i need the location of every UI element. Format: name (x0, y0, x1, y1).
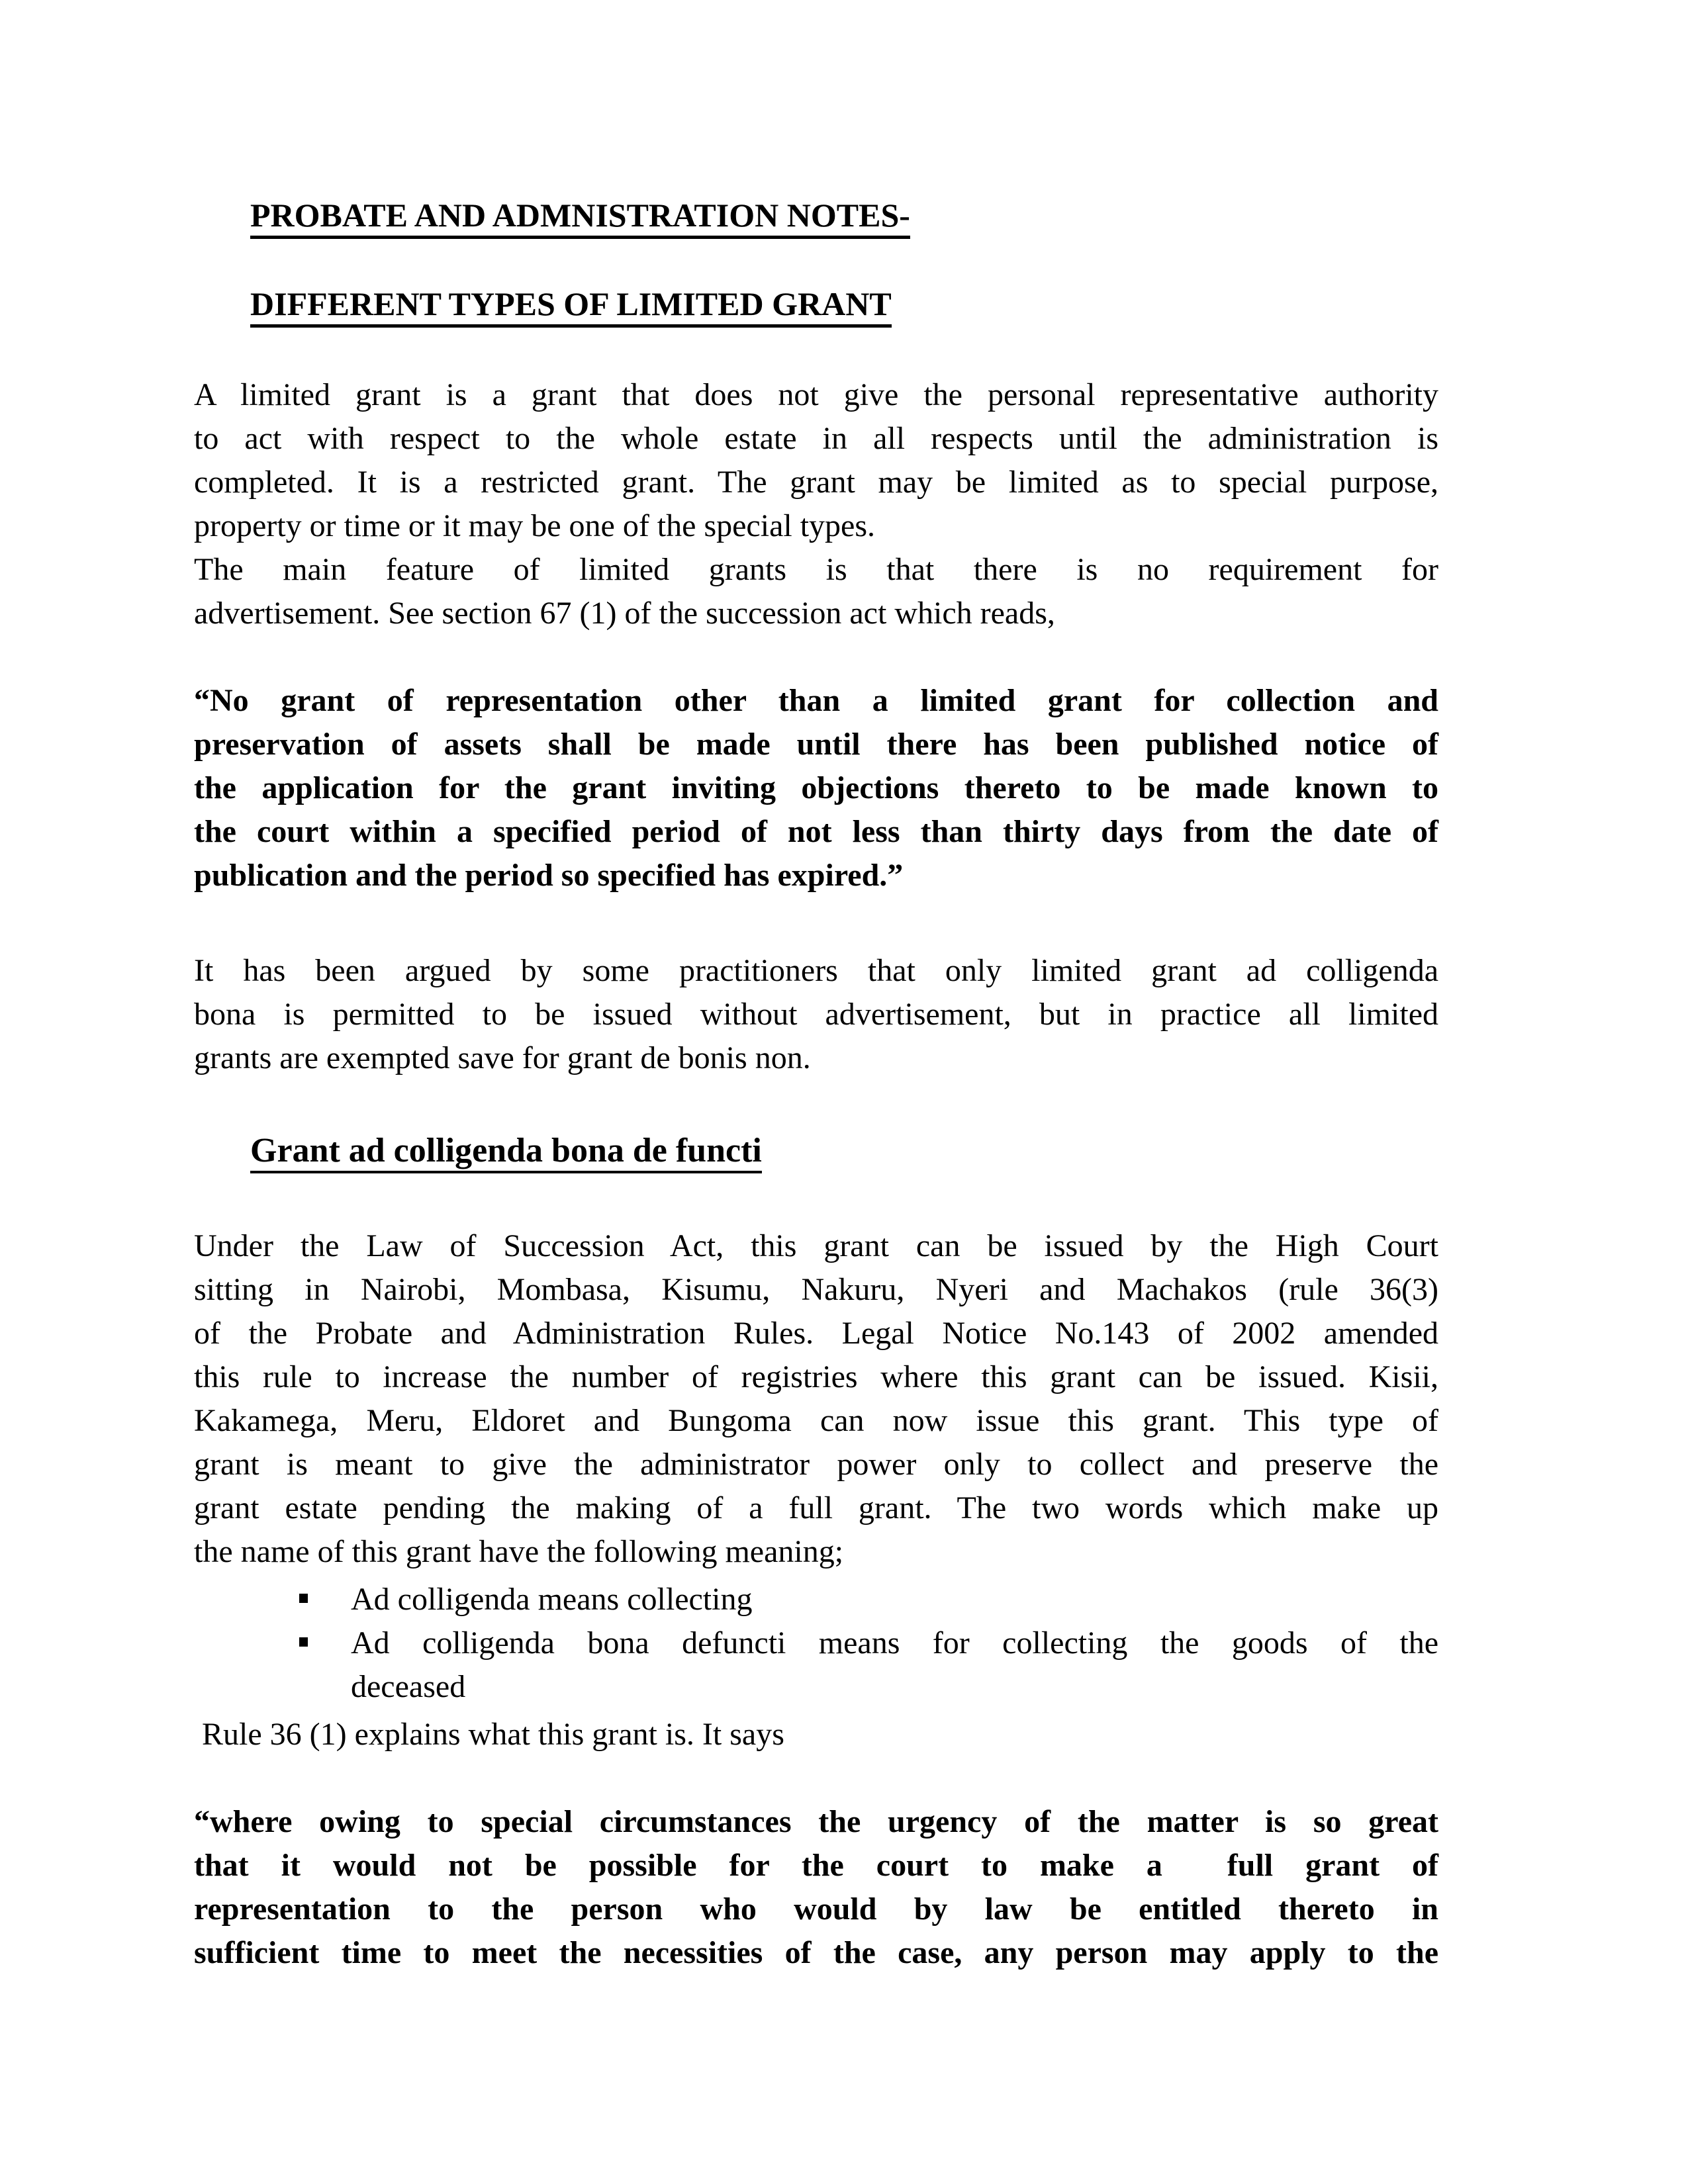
list-item (194, 1578, 1438, 1621)
section-heading (194, 281, 1438, 327)
bullet-list (194, 1578, 1438, 1709)
quote-line: sufficient time to meet the necessities of the case, any person may apply to the (194, 1935, 1438, 1970)
list-item-text: Ad colligenda means collecting (351, 1582, 753, 1617)
paragraph-intro (194, 373, 1438, 635)
quote-rule-36 (194, 1800, 1438, 1975)
paragraph-line: It has been argued by some practitioners that only limited grant ad colligenda (194, 953, 1438, 988)
paragraph-line: bona is permitted to be issued without advertisement, but in practice all limited (194, 997, 1438, 1032)
paragraph-rule-36 (194, 1713, 1438, 1756)
quote-line: that it would not be possible for the court to make a full grant of (194, 1848, 1438, 1883)
paragraph-line: Under the Law of Succession Act, this grant can be issued by the High Court (194, 1228, 1438, 1263)
paragraph-line: this rule to increase the number of registries where this grant can be issued. Kisii, (194, 1359, 1438, 1394)
quote-line: “No grant of representation other than a limited grant for collection and (194, 683, 1438, 718)
paragraph-line: of the Probate and Administration Rules. Legal Notice No.143 of 2002 amended (194, 1316, 1438, 1351)
paragraph-line: Rule 36 (1) explains what this grant is. It says (194, 1717, 784, 1752)
paragraph-argued (194, 949, 1438, 1080)
paragraph-line: A limited grant is a grant that does not give the personal representative authority (194, 377, 1438, 412)
quote-section-67 (194, 679, 1438, 897)
paragraph-under-law (194, 1224, 1438, 1574)
paragraph-line: grant estate pending the making of a full grant. The two words which make up (194, 1490, 1438, 1525)
paragraph-line: the name of this grant have the following meaning; (194, 1534, 844, 1569)
quote-line: preservation of assets shall be made until there has been published notice of (194, 727, 1438, 762)
subsection-heading-text: Grant ad colligenda bona de functi (250, 1132, 762, 1173)
paragraph-line: Kakamega, Meru, Eldoret and Bungoma can now issue this grant. This type of (194, 1403, 1438, 1438)
quote-line: publication and the period so specified has expired.” (194, 858, 904, 893)
page-title (194, 192, 1438, 238)
page-title-text: PROBATE AND ADMNISTRATION NOTES- (250, 197, 910, 239)
quote-line: “where owing to special circumstances the urgency of the matter is so great (194, 1804, 1438, 1839)
paragraph-line: grant is meant to give the administrator power only to collect and preserve the (194, 1447, 1438, 1482)
paragraph-line: The main feature of limited grants is that there is no requirement for (194, 552, 1438, 587)
bullet-marker (299, 1578, 351, 1621)
list-item-text: Ad colligenda bona defuncti means for collecting the goods of the (351, 1625, 1438, 1661)
section-heading-text: DIFFERENT TYPES OF LIMITED GRANT (250, 285, 892, 328)
paragraph-line: to act with respect to the whole estate in all respects until the administration is (194, 421, 1438, 456)
list-item-continuation: deceased (351, 1669, 466, 1704)
quote-line: the application for the grant inviting objections thereto to be made known to (194, 770, 1438, 805)
paragraph-line: property or time or it may be one of the special types. (194, 508, 876, 543)
quote-line: the court within a specified period of not less than thirty days from the date of (194, 814, 1438, 849)
paragraph-line: grants are exempted save for grant de bonis non. (194, 1040, 811, 1075)
subsection-heading (194, 1128, 1438, 1174)
paragraph-line: advertisement. See section 67 (1) of the succession act which reads, (194, 596, 1055, 631)
paragraph-line: sitting in Nairobi, Mombasa, Kisumu, Nakuru, Nyeri and Machakos (rule 36(3) (194, 1272, 1438, 1307)
bullet-marker (299, 1621, 351, 1665)
quote-line: representation to the person who would by law be entitled thereto in (194, 1891, 1438, 1927)
square-bullet-icon (299, 1637, 308, 1647)
square-bullet-icon (299, 1594, 308, 1603)
list-item (194, 1621, 1438, 1665)
paragraph-line: completed. It is a restricted grant. The grant may be limited as to special purpose, (194, 465, 1438, 500)
